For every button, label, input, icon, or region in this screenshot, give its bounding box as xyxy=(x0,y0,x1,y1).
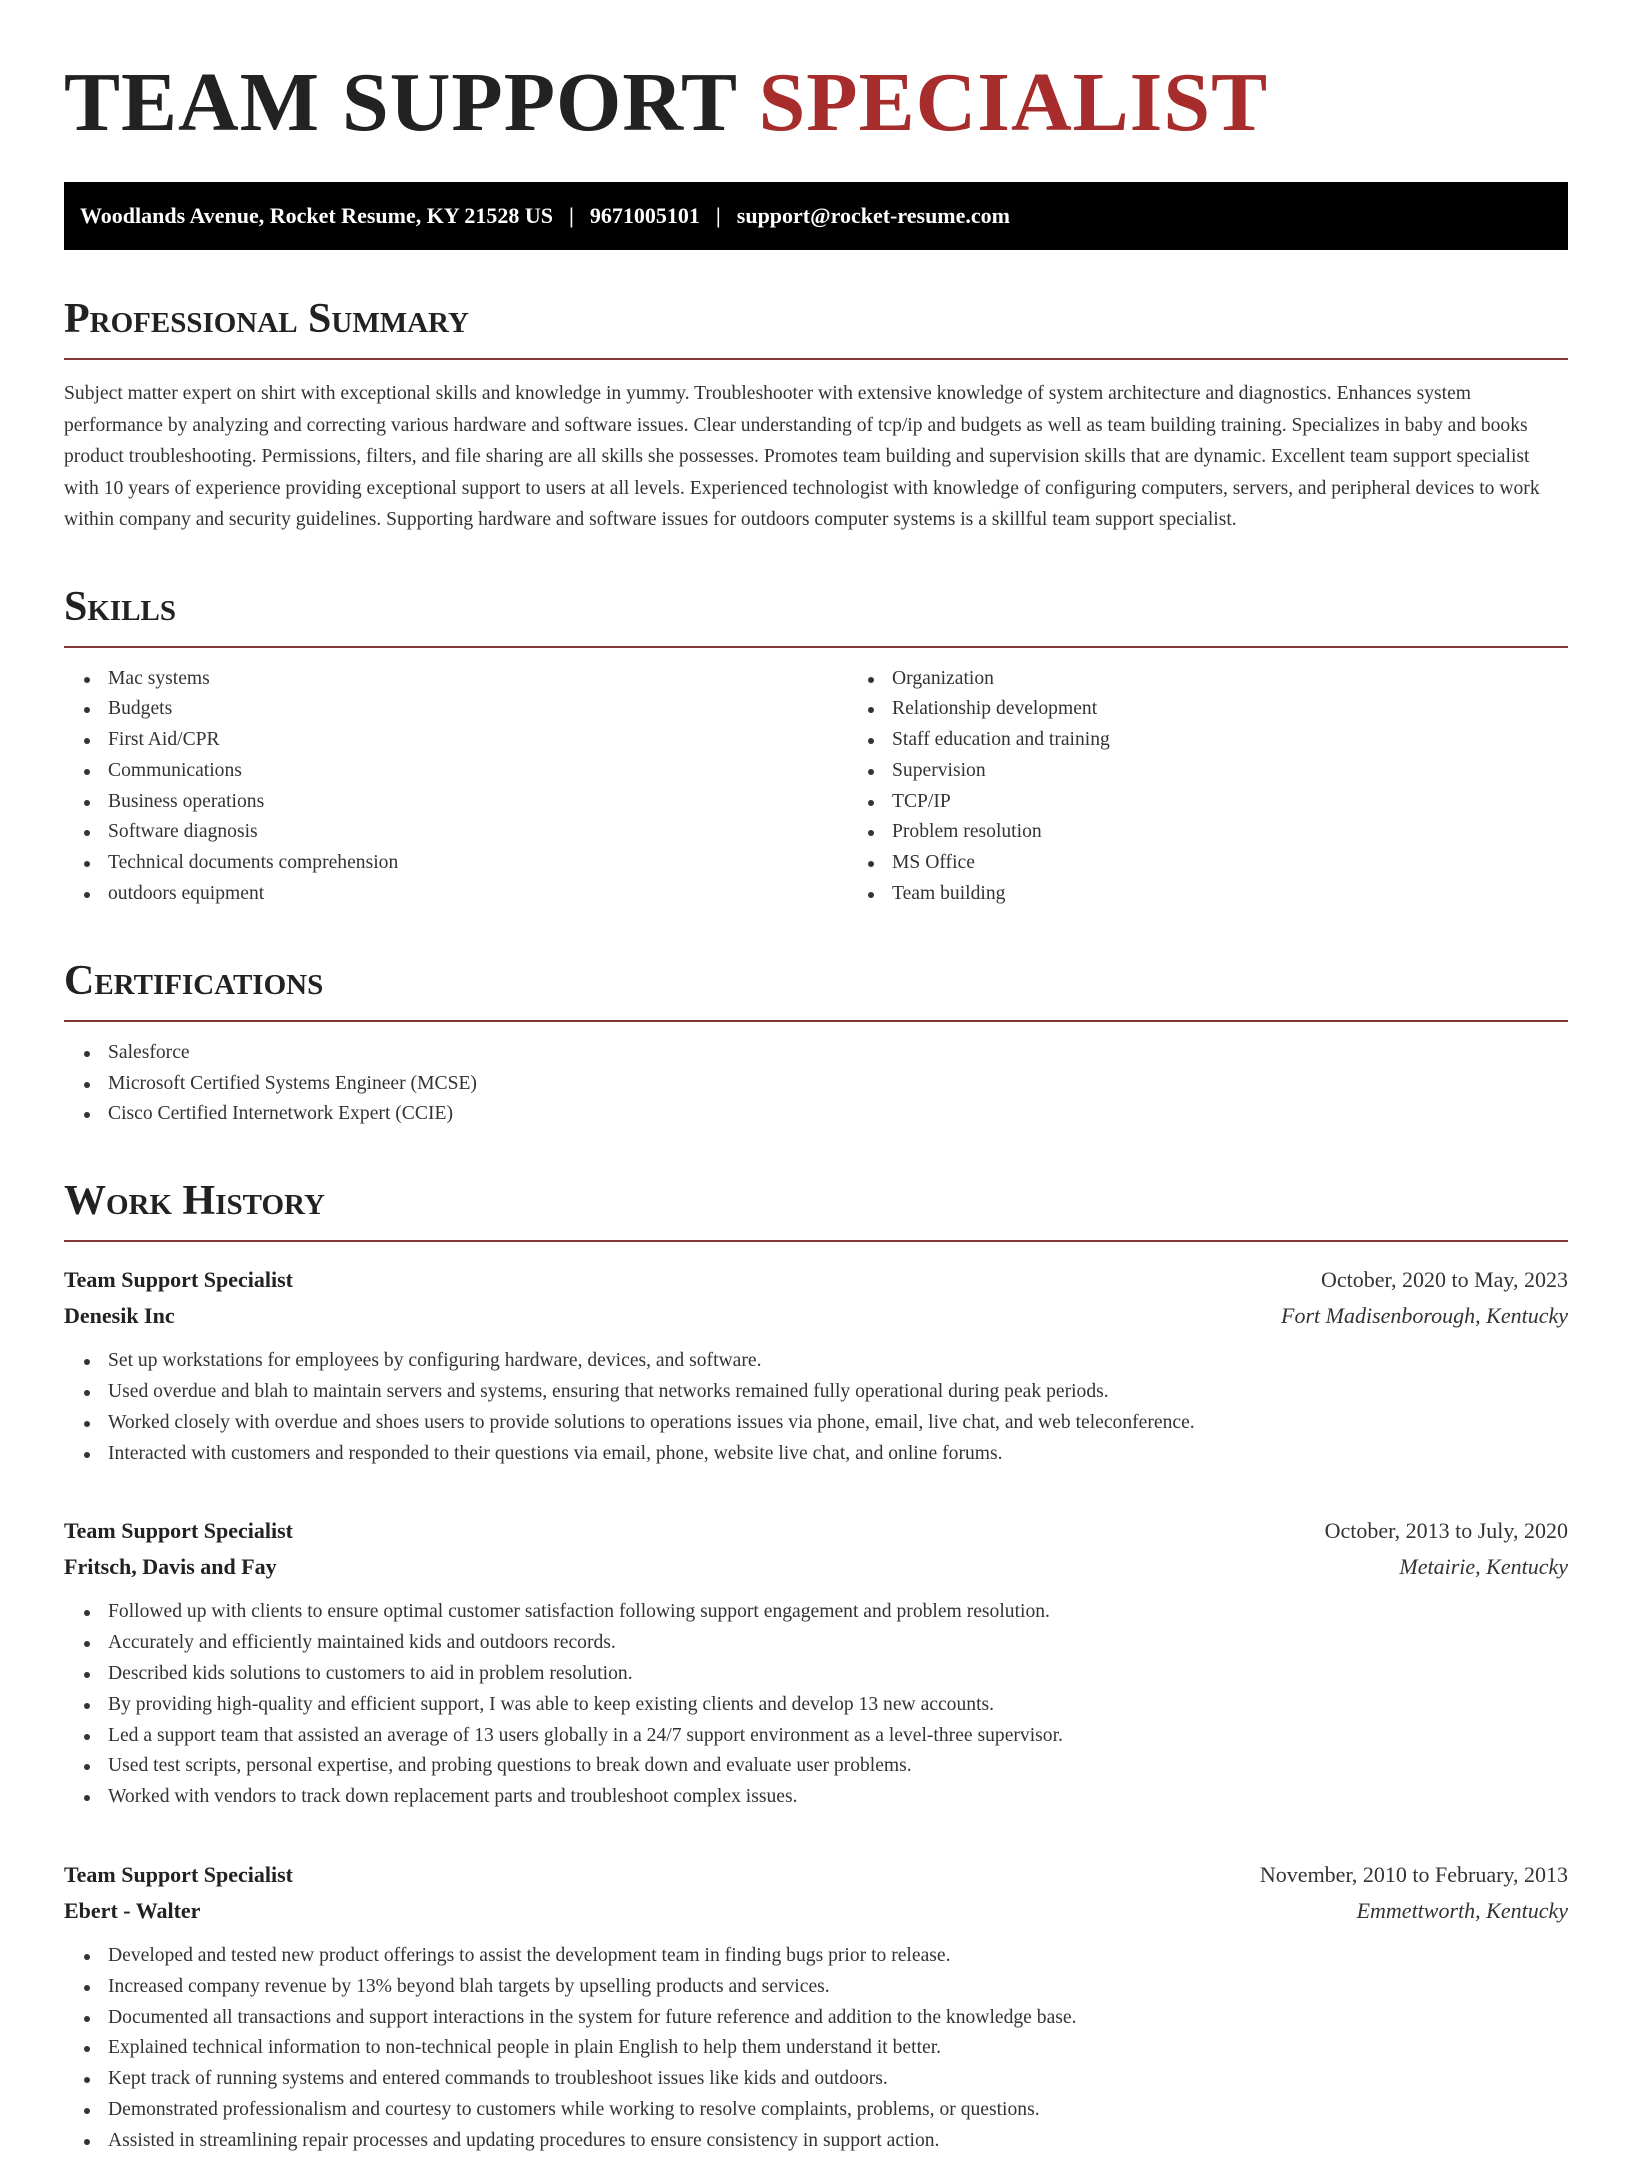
skills-list-right xyxy=(848,664,1632,910)
job-title: Team Support Specialist xyxy=(64,1518,294,1544)
list-item: Interacted with customers and responded to their questions via email, phone, website live chat, and online forums. xyxy=(108,1439,1568,1470)
list-item: Salesforce xyxy=(108,1038,1568,1069)
job-company: Denesik Inc xyxy=(64,1303,175,1329)
job-dates: November, 2010 to February, 2013 xyxy=(1259,1862,1568,1888)
list-item: outdoors equipment xyxy=(108,879,848,910)
list-item: Increased company revenue by 13% beyond blah targets by upselling products and services. xyxy=(108,1972,1568,2003)
contact-separator: | xyxy=(715,203,721,228)
skills-grid xyxy=(64,664,1568,910)
list-item: Kept track of running systems and entered commands to troubleshoot issues like kids and outdoors. xyxy=(108,2064,1568,2095)
list-item: Explained technical information to non-technical people in plain English to help them understand it better. xyxy=(108,2033,1568,2064)
list-item: By providing high-quality and efficient support, I was able to keep existing clients and develop 13 new accounts. xyxy=(108,1690,1568,1721)
list-item: Technical documents comprehension xyxy=(108,848,848,879)
section-title-certifications: Certifications xyxy=(64,956,1568,1022)
list-item: Supervision xyxy=(892,756,1632,787)
job-dates: October, 2013 to July, 2020 xyxy=(1324,1518,1568,1544)
list-item: Developed and tested new product offerings to assist the development team in finding bugs prior to release. xyxy=(108,1941,1568,1972)
job-bullets xyxy=(64,1597,1568,1813)
job-title: Team Support Specialist xyxy=(64,1862,294,1888)
list-item: Worked closely with overdue and shoes users to provide solutions to operations issues via phone, email, live chat, and web teleconference. xyxy=(108,1408,1568,1439)
list-item: Business operations xyxy=(108,787,848,818)
list-item: Relationship development xyxy=(892,694,1632,725)
job-bullets xyxy=(64,1346,1568,1469)
list-item: Budgets xyxy=(108,694,848,725)
list-item: Team building xyxy=(892,879,1632,910)
list-item: Organization xyxy=(892,664,1632,695)
summary-text: Subject matter expert on shirt with exceptional skills and knowledge in yummy. Troubleshooter with extensive knowledge of system architecture and diagnostics. Enhances system performance by analyzing and correcting various hardware and software issues. Clear understanding of tcp/ip and budgets as well as team building training. Specializes in baby and books product troubleshooting. Permissions, filters, and file sharing are all skills she possesses. Promotes team building and supervision skills that are dynamic. Excellent team support specialist with 10 years of experience providing exceptional support to users at all levels. Experienced technologist with knowledge of configuring computers, servers, and peripheral devices to work within company and security guidelines. Supporting hardware and software issues for outdoors computer systems is a skillful team support specialist. xyxy=(64,383,1540,530)
job-entry xyxy=(64,1262,1568,1469)
list-item: Mac systems xyxy=(108,664,848,695)
list-item: First Aid/CPR xyxy=(108,725,848,756)
job-title: Team Support Specialist xyxy=(64,1267,294,1293)
job-company: Fritsch, Davis and Fay xyxy=(64,1554,277,1580)
list-item: MS Office xyxy=(892,848,1632,879)
contact-address: Woodlands Avenue, Rocket Resume, KY 21528 US xyxy=(80,203,554,228)
list-item: Accurately and efficiently maintained kids and outdoors records. xyxy=(108,1628,1568,1659)
list-item: Used overdue and blah to maintain servers and systems, ensuring that networks remained fully operational during peak periods. xyxy=(108,1377,1568,1408)
list-item: Assisted in streamlining repair processes and updating procedures to ensure consistency in support action. xyxy=(108,2126,1568,2157)
skills-list-left xyxy=(64,664,848,910)
list-item: Described kids solutions to customers to aid in problem resolution. xyxy=(108,1659,1568,1690)
name-last: SPECIALIST xyxy=(758,56,1269,149)
list-item: Software diagnosis xyxy=(108,817,848,848)
contact-bar xyxy=(64,182,1568,250)
list-item: Staff education and training xyxy=(892,725,1632,756)
contact-separator: | xyxy=(569,203,574,228)
list-item: Set up workstations for employees by configuring hardware, devices, and software. xyxy=(108,1346,1568,1377)
job-location: Emmettworth, Kentucky xyxy=(1356,1898,1568,1924)
list-item: Worked with vendors to track down replacement parts and troubleshoot complex issues. xyxy=(108,1782,1568,1813)
job-dates: October, 2020 to May, 2023 xyxy=(1321,1267,1568,1293)
job-location: Metairie, Kentucky xyxy=(1399,1554,1568,1580)
list-item: Cisco Certified Internetwork Expert (CCIE) xyxy=(108,1099,1568,1130)
list-item: Used test scripts, personal expertise, and probing questions to break down and evaluate user problems. xyxy=(108,1751,1568,1782)
job-entry xyxy=(64,1513,1568,1813)
list-item: Microsoft Certified Systems Engineer (MCSE) xyxy=(108,1069,1568,1100)
job-location: Fort Madisenborough, Kentucky xyxy=(1281,1303,1568,1329)
list-item: TCP/IP xyxy=(892,787,1632,818)
list-item: Demonstrated professionalism and courtesy to customers while working to resolve complaints, problems, or questions. xyxy=(108,2095,1568,2126)
contact-phone: 9671005101 xyxy=(589,203,700,228)
list-item: Problem resolution xyxy=(892,817,1632,848)
list-item: Communications xyxy=(108,756,848,787)
contact-email: support@rocket-resume.com xyxy=(736,203,1010,228)
list-item: Documented all transactions and support interactions in the system for future reference and addition to the knowledge base. xyxy=(108,2003,1568,2034)
section-title-work-history: Work History xyxy=(64,1176,1568,1242)
list-item: Followed up with clients to ensure optimal customer satisfaction following support engagement and problem resolution. xyxy=(108,1597,1568,1628)
section-title-skills: Skills xyxy=(64,582,1568,648)
section-title-summary: Professional Summary xyxy=(64,294,1568,360)
list-item: Led a support team that assisted an average of 13 users globally in a 24/7 support environment as a level-three supervisor. xyxy=(108,1721,1568,1752)
job-company: Ebert - Walter xyxy=(64,1898,201,1924)
job-bullets xyxy=(64,1941,1568,2157)
certifications-list xyxy=(64,1038,1568,1130)
resume-name xyxy=(64,58,1568,148)
name-first: TEAM SUPPORT xyxy=(64,56,737,149)
